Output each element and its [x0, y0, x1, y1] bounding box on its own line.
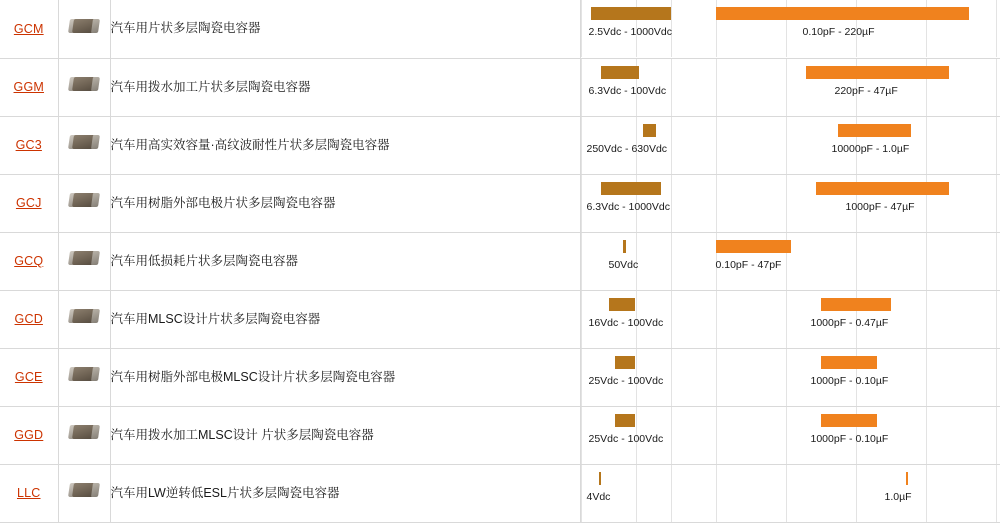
range-graph — [581, 233, 1000, 290]
product-image-cell — [58, 348, 110, 406]
series-code-link[interactable]: GCJ — [15, 196, 42, 210]
capacitance-range-label: 10000pF - 1.0µF — [831, 142, 910, 155]
capacitance-range-label: 1000pF - 0.10µF — [810, 374, 889, 387]
table-row — [0, 464, 1000, 522]
voltage-range-bar — [609, 298, 635, 311]
graph-gridline — [786, 175, 787, 232]
range-graph — [581, 175, 1000, 232]
graph-gridline — [716, 465, 717, 522]
range-graph — [581, 291, 1000, 348]
voltage-range-bar — [643, 124, 656, 137]
graph-gridline — [581, 233, 582, 290]
capacitor-chip-icon — [69, 482, 99, 499]
specification-graph-cell — [580, 232, 1000, 290]
graph-gridline — [716, 291, 717, 348]
capacitance-range-bar — [716, 7, 969, 20]
capacitance-range-bar — [821, 356, 877, 369]
graph-gridline — [716, 117, 717, 174]
graph-gridline — [996, 233, 997, 290]
product-description-cell: 汽车用MLSC设计片状多层陶瓷电容器 — [110, 290, 580, 348]
graph-gridline — [926, 117, 927, 174]
capacitance-range-bar — [838, 124, 911, 137]
voltage-range-bar — [601, 182, 661, 195]
series-code-cell — [0, 116, 58, 174]
table-row — [0, 58, 1000, 116]
graph-gridline — [996, 407, 997, 464]
capacitor-chip-icon — [69, 366, 99, 383]
product-image-cell — [58, 58, 110, 116]
product-image-cell — [58, 290, 110, 348]
graph-gridline — [636, 465, 637, 522]
capacitance-range-bar — [816, 182, 949, 195]
series-code-cell — [0, 232, 58, 290]
capacitor-chip-icon — [69, 18, 99, 35]
voltage-range-bar — [615, 356, 635, 369]
series-code-cell — [0, 348, 58, 406]
capacitance-range-label: 1000pF - 47µF — [845, 200, 915, 213]
graph-gridline — [926, 465, 927, 522]
product-description-cell: 汽车用拨水加工MLSC设计 片状多层陶瓷电容器 — [110, 406, 580, 464]
graph-gridline — [996, 465, 997, 522]
specification-graph-cell — [580, 116, 1000, 174]
capacitance-range-bar — [716, 240, 791, 253]
table-row — [0, 174, 1000, 232]
graph-gridline — [581, 407, 582, 464]
capacitance-range-label: 0.10pF - 220µF — [802, 26, 875, 39]
graph-gridline — [786, 59, 787, 116]
graph-gridline — [996, 175, 997, 232]
table-row — [0, 116, 1000, 174]
capacitor-chip-icon — [69, 250, 99, 267]
product-image-cell — [58, 116, 110, 174]
product-description-cell: 汽车用树脂外部电极片状多层陶瓷电容器 — [110, 174, 580, 232]
capacitor-chip-icon — [69, 424, 99, 441]
graph-gridline — [926, 349, 927, 406]
range-graph — [581, 349, 1000, 406]
graph-gridline — [671, 465, 672, 522]
product-description-cell: 汽车用高实效容量·高纹波耐性片状多层陶瓷电容器 — [110, 116, 580, 174]
graph-gridline — [786, 407, 787, 464]
graph-gridline — [581, 291, 582, 348]
specification-graph-cell — [580, 290, 1000, 348]
graph-gridline — [671, 407, 672, 464]
voltage-range-label: 6.3Vdc - 1000Vdc — [586, 200, 670, 213]
product-description-cell: 汽车用LW逆转低ESL片状多层陶瓷电容器 — [110, 464, 580, 522]
graph-gridline — [926, 291, 927, 348]
graph-gridline — [671, 175, 672, 232]
capacitance-range-bar — [806, 66, 949, 79]
product-description-cell: 汽车用树脂外部电极MLSC设计片状多层陶瓷电容器 — [110, 348, 580, 406]
table-row — [0, 290, 1000, 348]
voltage-range-bar — [623, 240, 626, 253]
specification-graph-cell — [580, 0, 1000, 58]
table-row — [0, 348, 1000, 406]
series-code-link[interactable]: GCD — [14, 312, 43, 326]
graph-gridline — [581, 175, 582, 232]
graph-gridline — [996, 291, 997, 348]
graph-gridline — [581, 59, 582, 116]
series-code-cell — [0, 58, 58, 116]
table-row — [0, 406, 1000, 464]
product-description-cell: 汽车用低损耗片状多层陶瓷电容器 — [110, 232, 580, 290]
capacitance-range-bar — [821, 414, 877, 427]
graph-gridline — [786, 291, 787, 348]
specification-graph-cell — [580, 406, 1000, 464]
capacitance-range-label: 1.0µF — [884, 490, 912, 503]
graph-gridline — [996, 349, 997, 406]
voltage-range-label: 250Vdc - 630Vdc — [586, 142, 668, 155]
capacitance-range-label: 0.10pF - 47pF — [715, 258, 782, 271]
series-code-link[interactable]: GCE — [14, 370, 43, 384]
voltage-range-label: 2.5Vdc - 1000Vdc — [588, 26, 672, 39]
product-image-cell — [58, 464, 110, 522]
range-graph — [581, 117, 1000, 174]
table-row — [0, 0, 1000, 58]
graph-gridline — [786, 465, 787, 522]
voltage-range-bar — [615, 414, 635, 427]
graph-gridline — [856, 233, 857, 290]
series-code-cell — [0, 0, 58, 58]
graph-gridline — [581, 465, 582, 522]
graph-gridline — [581, 0, 582, 57]
graph-gridline — [671, 117, 672, 174]
voltage-range-bar — [601, 66, 639, 79]
graph-gridline — [786, 117, 787, 174]
capacitance-range-bar — [821, 298, 891, 311]
graph-gridline — [671, 233, 672, 290]
series-code-link[interactable]: GC3 — [15, 138, 42, 152]
capacitor-chip-icon — [69, 134, 99, 151]
product-description-cell: 汽车用拨水加工片状多层陶瓷电容器 — [110, 58, 580, 116]
product-image-cell — [58, 406, 110, 464]
specification-graph-cell — [580, 174, 1000, 232]
product-image-cell — [58, 174, 110, 232]
series-code-link[interactable]: GCQ — [14, 254, 44, 268]
specification-graph-cell — [580, 464, 1000, 522]
voltage-range-bar — [591, 7, 671, 20]
graph-gridline — [671, 291, 672, 348]
voltage-range-label: 6.3Vdc - 100Vdc — [588, 84, 667, 97]
graph-gridline — [996, 59, 997, 116]
voltage-range-label: 25Vdc - 100Vdc — [588, 374, 664, 387]
graph-gridline — [581, 117, 582, 174]
range-graph — [581, 465, 1000, 522]
capacitor-chip-icon — [69, 76, 99, 93]
graph-gridline — [671, 59, 672, 116]
graph-gridline — [716, 59, 717, 116]
voltage-range-label: 50Vdc — [608, 258, 639, 271]
specification-graph-cell — [580, 348, 1000, 406]
series-code-link[interactable]: GGM — [13, 80, 44, 94]
capacitance-range-bar — [906, 472, 908, 485]
series-code-link[interactable]: GGD — [14, 428, 44, 442]
specification-graph-cell — [580, 58, 1000, 116]
capacitance-range-label: 1000pF - 0.10µF — [810, 432, 889, 445]
graph-gridline — [926, 407, 927, 464]
voltage-range-label: 4Vdc — [586, 490, 611, 503]
series-code-cell — [0, 174, 58, 232]
series-code-cell — [0, 406, 58, 464]
graph-gridline — [996, 0, 997, 57]
graph-gridline — [671, 349, 672, 406]
capacitor-chip-icon — [69, 192, 99, 209]
product-description-cell: 汽车用片状多层陶瓷电容器 — [110, 0, 580, 58]
capacitance-range-label: 220pF - 47µF — [834, 84, 898, 97]
product-image-cell — [58, 232, 110, 290]
graph-gridline — [786, 349, 787, 406]
graph-gridline — [856, 465, 857, 522]
range-graph — [581, 59, 1000, 116]
graph-gridline — [716, 407, 717, 464]
voltage-range-label: 25Vdc - 100Vdc — [588, 432, 664, 445]
graph-gridline — [716, 175, 717, 232]
series-code-link[interactable]: GCM — [13, 21, 44, 36]
graph-gridline — [581, 349, 582, 406]
graph-gridline — [996, 117, 997, 174]
graph-gridline — [716, 349, 717, 406]
capacitor-chip-icon — [69, 308, 99, 325]
capacitance-range-label: 1000pF - 0.47µF — [810, 316, 889, 329]
voltage-range-bar — [599, 472, 601, 485]
range-graph — [581, 0, 1000, 57]
graph-gridline — [926, 233, 927, 290]
series-code-cell — [0, 290, 58, 348]
series-code-cell — [0, 464, 58, 522]
range-graph — [581, 407, 1000, 464]
table-row — [0, 232, 1000, 290]
voltage-range-label: 16Vdc - 100Vdc — [588, 316, 664, 329]
product-image-cell — [58, 0, 110, 58]
series-code-link[interactable]: LLC — [16, 486, 41, 500]
